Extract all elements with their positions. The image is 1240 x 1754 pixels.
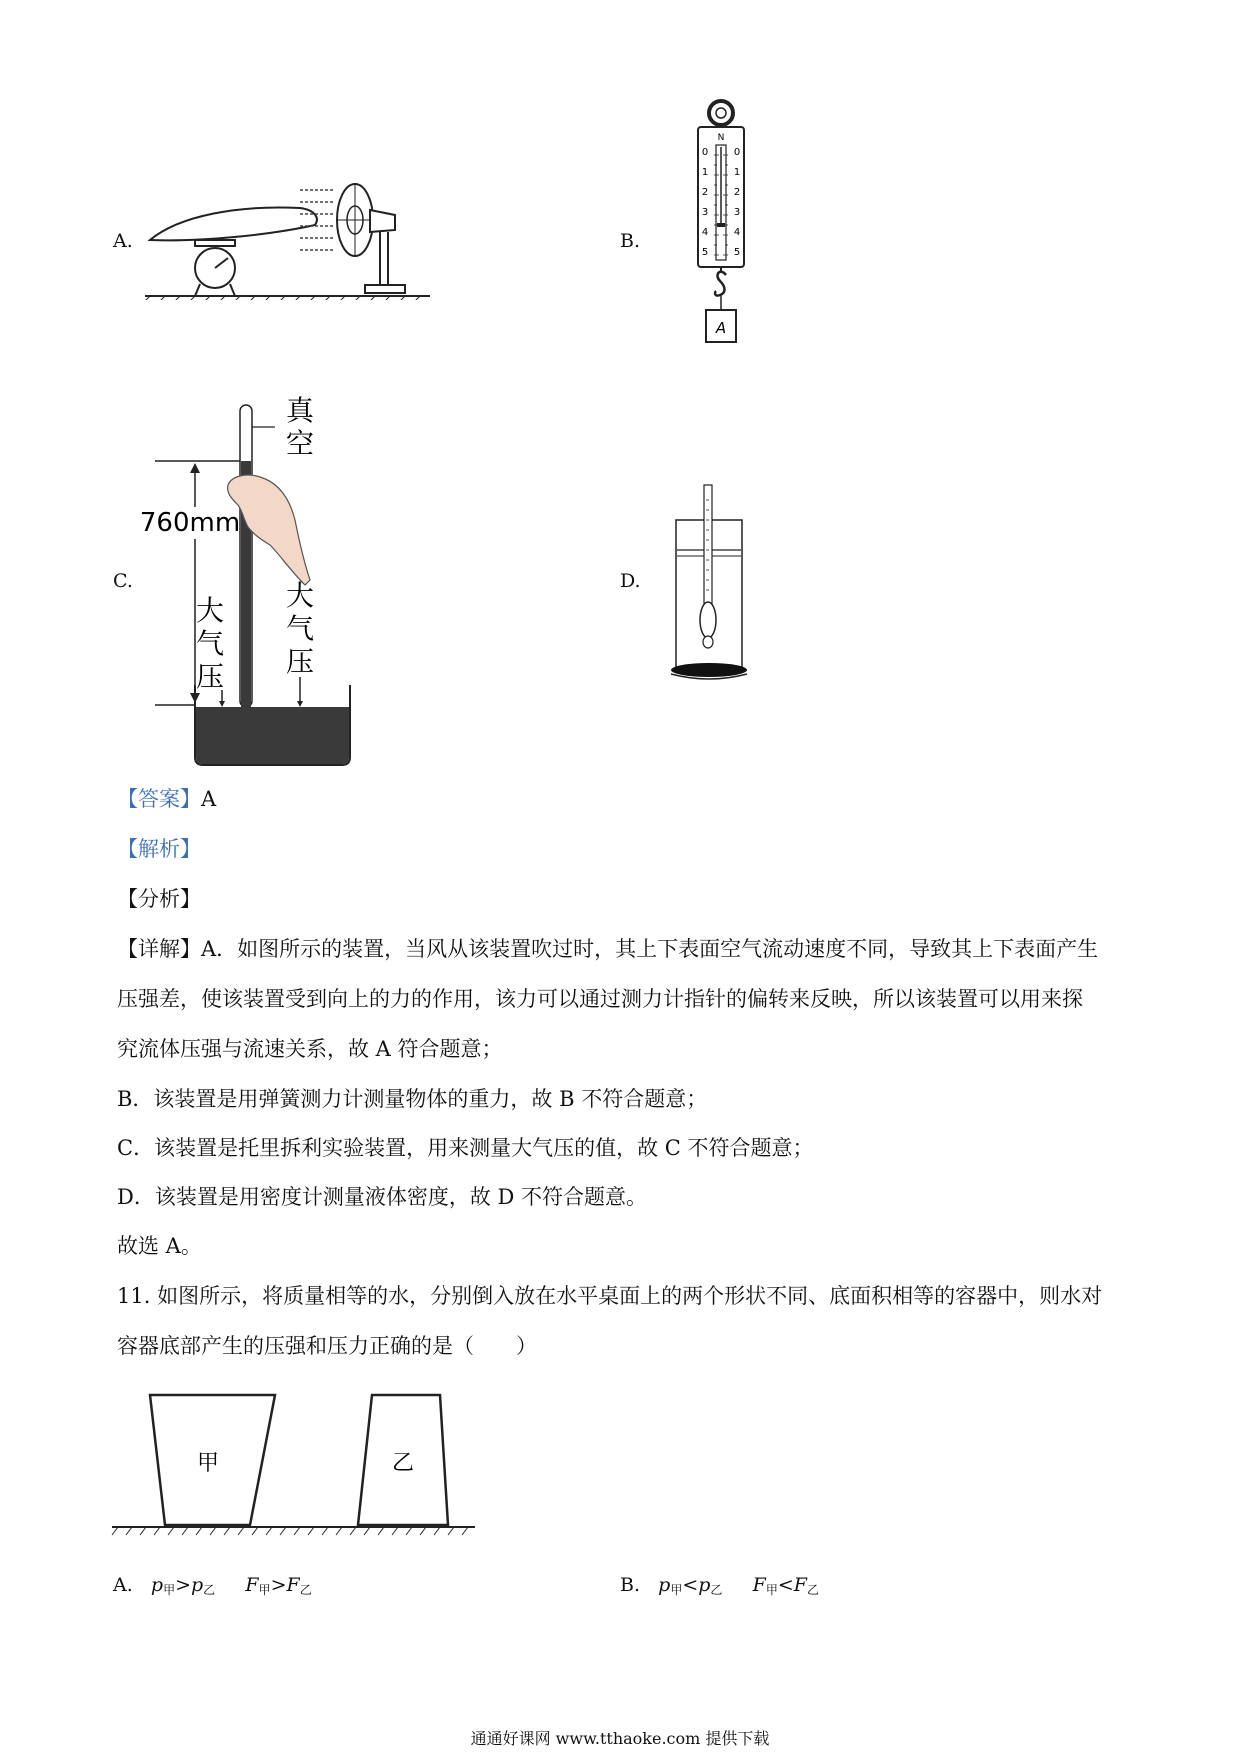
scale-tick-right-3: 3 (733, 207, 741, 218)
container-jia-label: 甲 (196, 1451, 220, 1476)
scale-tick-0: 0 (701, 147, 709, 158)
scale-tick-1: 1 (701, 167, 709, 178)
sub-jia: 甲 (258, 1583, 271, 1597)
gt-sign: > (175, 1574, 191, 1596)
footer-text: 通通好课网 www.tthaoke.com 提供下载 (470, 1729, 770, 1748)
scale-tick-right-1: 1 (733, 167, 741, 178)
figure-containers (110, 1390, 480, 1540)
scale-unit: N (717, 133, 725, 143)
option-c-label: C. (113, 570, 133, 592)
conclusion: 故选 A。 (117, 1234, 202, 1258)
force-symbol: F (286, 1574, 300, 1596)
figure-b-spring-scale (690, 95, 760, 385)
force-symbol: F (752, 1574, 766, 1596)
answer-tag: 【答案】 (117, 787, 201, 811)
weight-label: A (715, 319, 727, 337)
scale-tick-3: 3 (701, 207, 709, 218)
detail-d: D．该装置是用密度计测量液体密度，故 D 不符合题意。 (117, 1185, 648, 1209)
answer-line (117, 784, 216, 814)
fenxi-tag: 【分析】 (117, 887, 201, 911)
detail-c: C．该装置是托里拆利实验装置，用来测量大气压的值，故 C 不符合题意； (117, 1136, 814, 1160)
detail-b: B．该装置是用弹簧测力计测量物体的重力，故 B 不符合题意； (117, 1087, 708, 1111)
q11-option-a[interactable] (113, 1570, 312, 1605)
gt-sign: > (270, 1574, 287, 1596)
scale-tick-2: 2 (701, 187, 709, 198)
sub-yi: 乙 (299, 1583, 312, 1597)
option-a-label: A. (113, 230, 133, 252)
fan (337, 184, 405, 293)
question-11-line-1: 11. 如图所示，将质量相等的水，分别倒入放在水平桌面上的两个形状不同、底面积相等的容器中，则水对 (117, 1284, 1103, 1308)
detail-line-1: 【详解】A．如图所示的装置，当风从该装置吹过时，其上下表面空气流动速度不同，导致其上下表面产生 (117, 937, 1099, 961)
scale (195, 240, 235, 296)
option-d-label: D. (620, 570, 641, 592)
pressure-right-3: 压 (285, 645, 315, 678)
q11-option-b[interactable] (620, 1570, 819, 1605)
pressure-symbol: p (150, 1574, 164, 1596)
question-11-line-2: 容器底部产生的压强和压力正确的是（ ） (117, 1334, 537, 1358)
answer-value: A (201, 787, 217, 811)
pressure-left-2: 气 (195, 627, 225, 660)
scale-tick-4: 4 (701, 227, 709, 238)
q11-option-a-label: A. (113, 1574, 133, 1596)
height-label: 760mm (140, 508, 241, 538)
vacuum-label-2: 空 (285, 427, 315, 460)
scale-tick-right-0: 0 (733, 147, 741, 158)
lt-sign: < (777, 1574, 794, 1596)
scale-tick-right-4: 4 (733, 227, 741, 238)
vacuum-label-1: 真 (285, 395, 315, 427)
pressure-right-2: 气 (285, 612, 315, 645)
scale-tick-5: 5 (701, 247, 709, 258)
analysis-tag: 【解析】 (117, 837, 201, 861)
container-yi-label: 乙 (391, 1451, 415, 1476)
option-b-label: B. (620, 230, 641, 252)
pressure-left-3: 压 (195, 660, 225, 693)
pressure-right-1: 大 (285, 579, 315, 612)
pressure-left-1: 大 (195, 594, 225, 627)
figure-a-wing-scale-fan (140, 170, 440, 300)
scale-tick-right-5: 5 (733, 247, 741, 258)
pressure-symbol: p (698, 1574, 711, 1596)
force-symbol: F (793, 1574, 807, 1596)
sub-yi: 乙 (203, 1583, 216, 1597)
pressure-symbol: p (191, 1574, 204, 1596)
scale-tick-right-2: 2 (733, 187, 741, 198)
detail-line-3: 究流体压强与流速关系，故 A 符合题意； (117, 1037, 503, 1061)
sub-yi: 乙 (806, 1583, 819, 1597)
q11-option-b-label: B. (620, 1574, 641, 1596)
figure-d-hydrometer (660, 480, 760, 690)
figure-c-torricelli (140, 395, 355, 770)
sub-jia: 甲 (670, 1583, 683, 1597)
ground (144, 296, 430, 300)
pressure-symbol: p (658, 1574, 671, 1596)
sub-yi: 乙 (710, 1583, 723, 1597)
lt-sign: < (682, 1574, 699, 1596)
sub-jia: 甲 (765, 1583, 778, 1597)
sub-jia: 甲 (163, 1583, 176, 1597)
wing-model (150, 207, 317, 240)
force-symbol: F (245, 1574, 259, 1596)
detail-line-2: 压强差，使该装置受到向上的力的作用，该力可以通过测力计指针的偏转来反映，所以该装置可以用来探 (117, 987, 1083, 1011)
